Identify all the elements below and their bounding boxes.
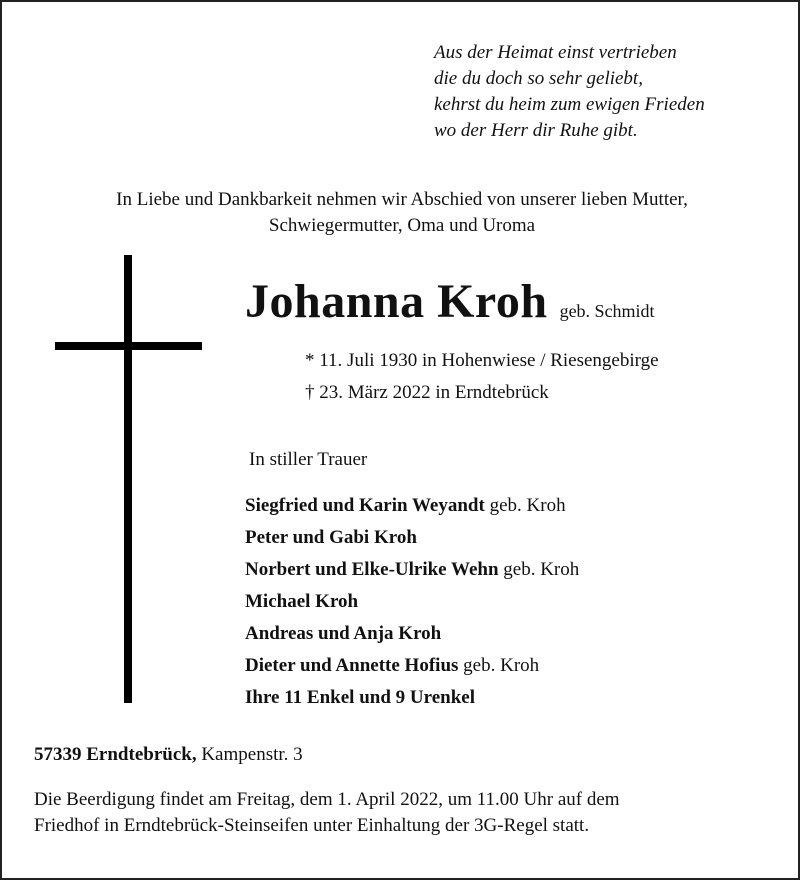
- family-names: Norbert und Elke-Ulrike Wehn: [245, 559, 499, 580]
- family-item: [245, 618, 579, 650]
- poem: [434, 40, 705, 144]
- family-names: Andreas und Anja Kroh: [245, 623, 442, 644]
- family-item: [245, 522, 579, 554]
- family-names: Peter und Gabi Kroh: [245, 527, 417, 548]
- address-street: Kampenstr. 3: [196, 744, 303, 765]
- birth-date: * 11. Juli 1930 in Hohenwiese / Riesengebirge: [305, 350, 659, 371]
- intro-line: In Liebe und Dankbarkeit nehmen wir Abschied von unserer lieben Mutter,: [116, 189, 688, 210]
- poem-line: die du doch so sehr geliebt,: [434, 68, 643, 89]
- funeral-info: [34, 787, 620, 839]
- poem-line: kehrst du heim zum ewigen Frieden: [434, 94, 705, 115]
- family-suffix: geb. Kroh: [484, 495, 566, 516]
- intro-line: Schwiegermutter, Oma und Uroma: [268, 215, 536, 236]
- family-item: [245, 490, 579, 522]
- life-dates: [305, 345, 659, 409]
- family-suffix: geb. Kroh: [498, 559, 580, 580]
- family-names: Ihre 11 Enkel und 9 Urenkel: [245, 687, 475, 708]
- poem-line: wo der Herr dir Ruhe gibt.: [434, 120, 638, 141]
- family-list: [245, 490, 579, 714]
- family-names: Dieter und Annette Hofius: [245, 655, 459, 676]
- funeral-line: Die Beerdigung findet am Freitag, dem 1. April 2022, um 11.00 Uhr auf dem: [34, 789, 620, 810]
- family-suffix: geb. Kroh: [458, 655, 540, 676]
- family-names: Siegfried und Karin Weyandt: [245, 495, 485, 516]
- address: [34, 742, 303, 768]
- address-city: 57339 Erndtebrück,: [34, 744, 197, 765]
- funeral-line: Friedhof in Erndtebrück-Steinseifen unter Einhaltung der 3G-Regel statt.: [34, 815, 590, 836]
- family-item: [245, 586, 579, 618]
- family-names: Michael Kroh: [245, 591, 359, 612]
- cross-horizontal-beam: [55, 342, 202, 350]
- death-date: † 23. März 2022 in Erndtebrück: [305, 382, 549, 403]
- cross-vertical-beam: [124, 255, 132, 703]
- family-item: [245, 682, 579, 714]
- intro-text: [2, 187, 800, 239]
- mourning-label: In stiller Trauer: [249, 449, 368, 470]
- maiden-name: geb. Schmidt: [559, 301, 655, 321]
- deceased-name-line: [245, 274, 655, 330]
- family-item: [245, 554, 579, 586]
- deceased-name: Johanna Kroh: [245, 275, 548, 328]
- family-item: [245, 650, 579, 682]
- poem-line: Aus der Heimat einst vertrieben: [434, 42, 677, 63]
